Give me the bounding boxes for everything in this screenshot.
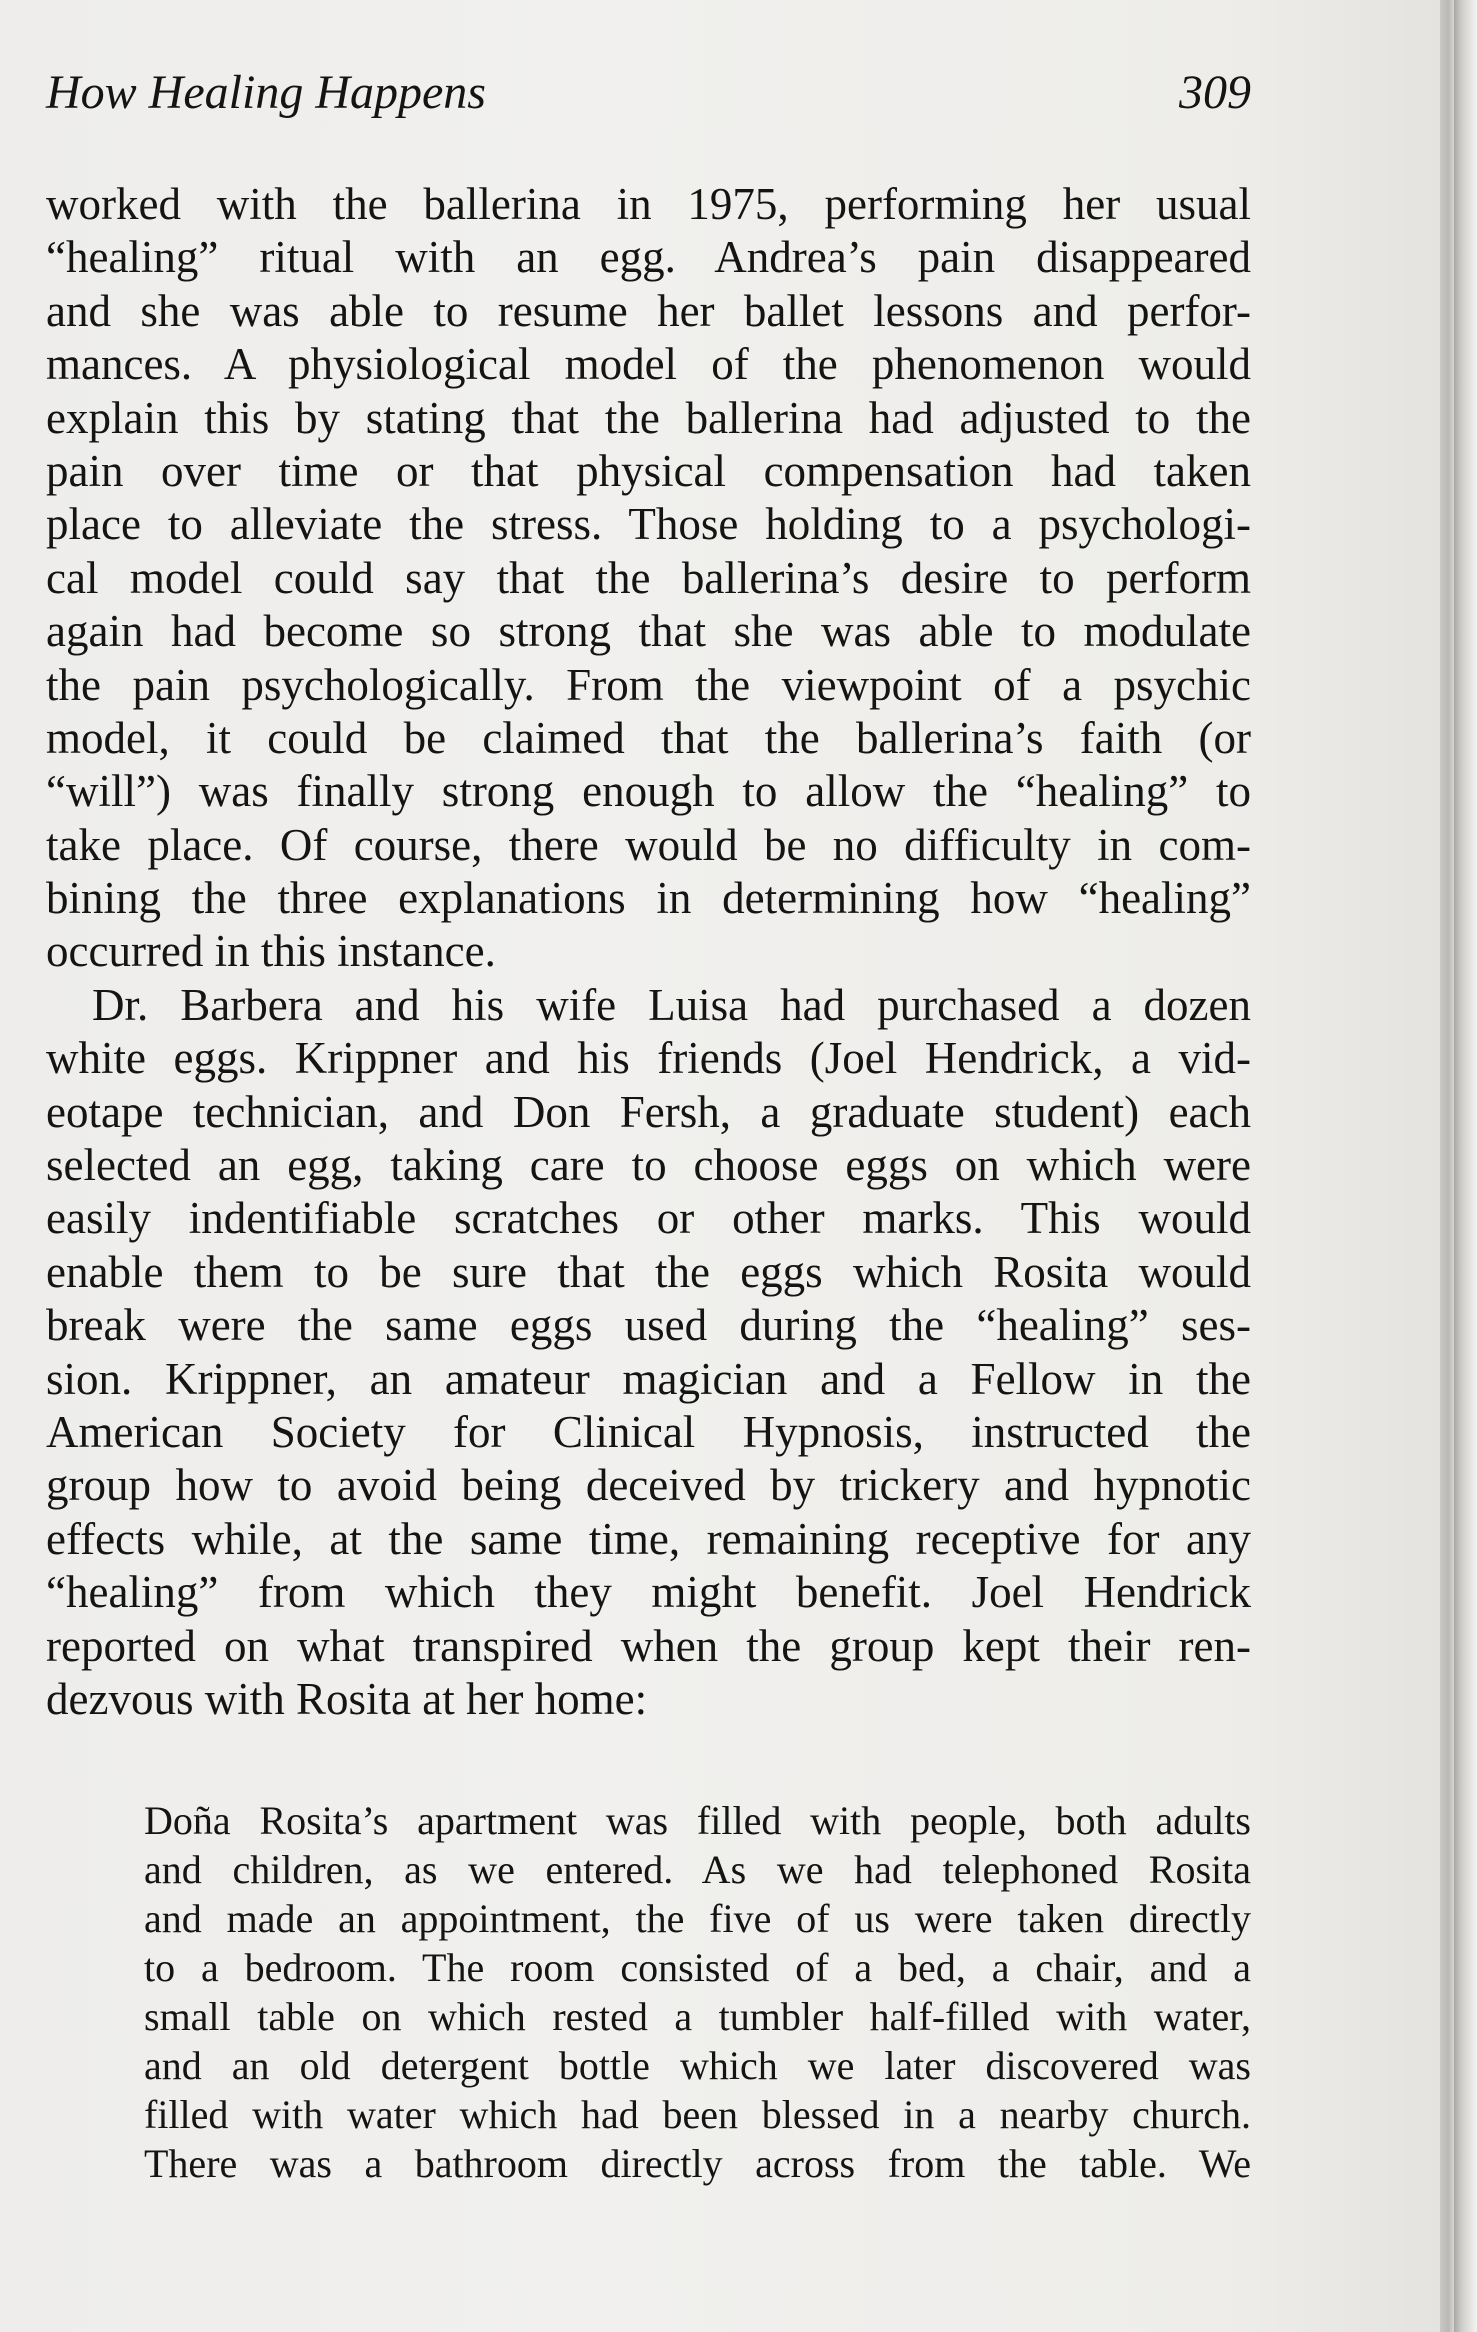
text-line: “will”) was finally strong enough to allow the “healing” to: [46, 766, 1251, 817]
text-line: “healing” ritual with an egg. Andrea’s pain disappeared: [46, 232, 1251, 283]
text-line: model, it could be claimed that the ballerina’s faith (or: [46, 712, 1251, 763]
quote-line: and children, as we entered. As we had telephoned Rosita: [144, 1847, 1251, 1892]
text-line: explain this by stating that the ballerina had adjusted to the: [46, 392, 1251, 443]
text-line: and she was able to resume her ballet lessons and perfor-: [46, 285, 1251, 336]
text-line: worked with the ballerina in 1975, performing her usual: [46, 179, 1251, 229]
text-line: place to alleviate the stress. Those holding to a psychologi-: [46, 499, 1251, 550]
text-line: selected an egg, taking care to choose eggs on which were: [46, 1140, 1251, 1191]
body-text: [46, 178, 1251, 1726]
text-line: take place. Of course, there would be no difficulty in com-: [46, 819, 1251, 870]
quote-line: filled with water which had been blessed in a nearby church.: [144, 2092, 1251, 2137]
page-gutter-shadow: [1440, 0, 1454, 2332]
text-line: occurred in this instance.: [46, 926, 496, 977]
text-line: effects while, at the same time, remaining receptive for any: [46, 1513, 1251, 1564]
text-line: sion. Krippner, an amateur magician and a Fellow in the: [46, 1353, 1251, 1404]
text-line: enable them to be sure that the eggs which Rosita would: [46, 1246, 1251, 1297]
text-line: bining the three explanations in determining how “healing”: [46, 873, 1251, 924]
running-head-title: How Healing Happens: [46, 66, 486, 119]
paragraph-2: [46, 979, 1251, 1726]
quote-line: to a bedroom. The room consisted of a bed, a chair, and a: [144, 1945, 1251, 1990]
quote-line: small table on which rested a tumbler half-filled with water,: [144, 1994, 1251, 2039]
text-line: group how to avoid being deceived by trickery and hypnotic: [46, 1460, 1251, 1511]
text-line: break were the same eggs used during the “healing” ses-: [46, 1300, 1251, 1351]
text-line: the pain psychologically. From the viewpoint of a psychic: [46, 659, 1251, 710]
text-line: Dr. Barbera and his wife Luisa had purchased a dozen: [92, 979, 1251, 1030]
text-line: reported on what transpired when the group kept their ren-: [46, 1620, 1251, 1671]
text-line: pain over time or that physical compensation had taken: [46, 445, 1251, 496]
text-line: “healing” from which they might benefit. Joel Hendrick: [46, 1567, 1251, 1618]
text-line: cal model could say that the ballerina’s desire to perform: [46, 552, 1251, 603]
text-line: mances. A physiological model of the phenomenon would: [46, 339, 1251, 390]
text-line: again had become so strong that she was able to modulate: [46, 606, 1251, 657]
quote-line: There was a bathroom directly across from the table. We: [144, 2141, 1251, 2186]
text-line: eotape technician, and Don Fersh, a graduate student) each: [46, 1086, 1251, 1137]
quote-line: Doña Rosita’s apartment was filled with people, both adults: [144, 1798, 1251, 1843]
page-number: 309: [1179, 66, 1251, 119]
text-line: dezvous with Rosita at her home:: [46, 1673, 648, 1724]
paragraph-1: [46, 178, 1251, 979]
page-edge: [1454, 0, 1477, 2332]
quote-line: and made an appointment, the five of us were taken directly: [144, 1896, 1251, 1941]
text-line: American Society for Clinical Hypnosis, instructed the: [46, 1406, 1251, 1457]
block-quote: [144, 1796, 1251, 2188]
text-line: white eggs. Krippner and his friends (Joel Hendrick, a vid-: [46, 1033, 1251, 1084]
text-line: easily indentifiable scratches or other marks. This would: [46, 1193, 1251, 1244]
quote-line: and an old detergent bottle which we later discovered was: [144, 2043, 1251, 2088]
running-head: [46, 58, 1251, 128]
